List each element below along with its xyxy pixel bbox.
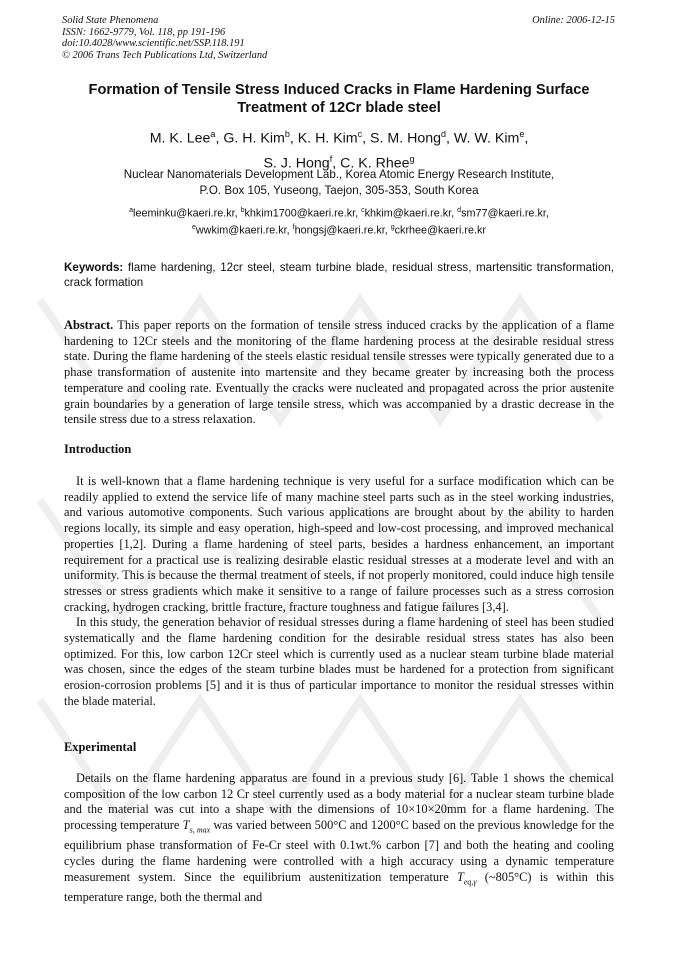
keywords-text: flame hardening, 12cr steel, steam turbine blade, residual stress, martensitic transformation, crack formation [64, 261, 614, 289]
online-date: Online: 2006-12-15 [532, 15, 615, 26]
email-sup: c [361, 207, 365, 214]
email-list [40, 204, 638, 237]
symbol-ts-max: T [182, 818, 190, 833]
intro-body [64, 474, 614, 710]
symbol-teq-sub: eq,γ [463, 877, 477, 887]
email-link[interactable]: khkim1700@kaeri.re.kr [244, 207, 356, 220]
author-name: M. K. Lee [149, 130, 211, 147]
email-sup: e [191, 223, 196, 231]
email-link[interactable]: wwkim@kaeri.re.kr [195, 224, 287, 237]
author-sup: f [329, 153, 333, 164]
issn-line: ISSN: 1662-9779, Vol. 118, pp 191-196 [62, 26, 226, 38]
email-link[interactable]: hongsj@kaeri.re.kr [294, 224, 385, 237]
abstract-text: This paper reports on the formation of tensile stress induced cracks by the application of a flame hardening to 12Cr steels and the monitoring of the flame hardening process at the desirable residual stress state. During the flame hardening of the steels elastic residual tensile stresses were typically generated due to a phase transformation of austenite into martensite and they became greater by increasing both the process temperature and cooling rate. Eventually the cracks were nucleated and propagated across the prior austenite grain boundaries by a generation of large tensile stress, which was accompanied by a drastic decrease in the tensile stress due to a stress relaxation. [64, 318, 615, 427]
exp-text-c: (~805°C) is within this temperature range, both the thermal and [64, 869, 614, 904]
author-sup: a [210, 129, 216, 139]
title-line-2: Treatment of 12Cr blade steel [237, 99, 441, 116]
abstract [64, 318, 614, 428]
email-sup: a [129, 207, 134, 214]
author-name: S. M. Hong [370, 130, 441, 147]
intro-paragraph-2: In this study, the generation behavior of residual stresses during a flame hardening of steel has been studied systematically and the flame hardening condition for the desirable residual stress states has also been optimized. For this, low carbon 12Cr steel which is currently used as a nuclear steam turbine blade material was chosen, since the edges of the steam turbine blades must be hardened for a protection from significant erosion-corrosion problems [5] and it is thus of particular importance to monitor the residual stresses within the blade material. [64, 615, 614, 708]
author-name: S. J. Hong [263, 155, 330, 172]
keywords [64, 261, 614, 290]
author-sup: e [519, 129, 525, 139]
author-sup: g [409, 153, 415, 164]
email-link[interactable]: leeminku@kaeri.re.kr [133, 207, 235, 220]
intro-paragraph-1: It is well-known that a flame hardening technique is very useful for a surface modification which can be readily applied to extend the service life of many machine steel parts such as in the steel working industries, and various automotive components. Such various applications are brought about by the ability to harden regions locally, its simple and easy operation, high-speed and low-cost processing, and improved mechanical properties [1,2]. During a flame hardening of steel parts, besides a hardness enhancement, an important requirement for a practical use is realizing desirable elastic residual stresses at a moderate level and with an uniformity. This is because the thermal treatment of steels, if not properly monitored, could induce high tensile stresses or stress gradients which make it sensitive to a range of failure processes such as a stress corrosion cracking, hydrogen cracking, brittle fracture, fracture toughness and fatigue failures [3,4]. [64, 474, 614, 614]
email-sup: b [240, 207, 245, 214]
author-name: W. W. Kim [453, 130, 520, 147]
email-sup: f [292, 223, 295, 231]
affiliation [40, 167, 638, 198]
experimental-heading: Experimental [64, 740, 137, 754]
author-line-1: M. K. Lee$^a$, G. H. Kim$^b$, K. H. Kim$^c$, S. M. Hong$^d$, W. W. Kim$^e$, [149, 129, 529, 147]
author-name: C. K. Rhee [340, 155, 410, 172]
abstract-label: Abstract. [64, 318, 114, 332]
author-line-2: S. J. Hong$^f$, C. K. Rhee$^g$ [263, 153, 415, 172]
title-line-1: Formation of Tensile Stress Induced Cracks in Flame Hardening Surface [88, 82, 590, 98]
experimental-body [64, 771, 614, 906]
email-sup: d [457, 207, 462, 214]
author-name: K. H. Kim [297, 130, 358, 147]
author-sup: b [284, 129, 290, 139]
affiliation-line-1: Nuclear Nanomaterials Development Lab., Korea Atomic Energy Research Institute, [123, 168, 555, 181]
copyright-line: © 2006 Trans Tech Publications Ltd, Switzerland [62, 49, 268, 61]
email-sup: g [390, 223, 395, 231]
keywords-label: Keywords: [64, 261, 124, 274]
exp-text-a: Details on the flame hardening apparatus are found in a previous study [6]. Table 1 shows the chemical composition of the low carbon 12 Cr steel currently used as a body material for a nuclear steam turbine blade and the material was cut into a shape with the dimensions of 10×10×20mm for a flame hardening. The processing temperature [64, 771, 614, 833]
author-name: G. H. Kim [223, 130, 285, 147]
author-sup: d [441, 129, 447, 139]
exp-text-b: was varied between 500°C and 1200°C based on the previous knowledge for the equilibrium phase transformation of Fe-Cr steel with 0.1wt.% carbon [7] and both the heating and cooling cycles during the flame hardening were controlled with a high accuracy using a dynamic temperature measurement system. Since the equilibrium austenitization temperature [64, 818, 614, 884]
experimental-paragraph-1 [64, 771, 614, 906]
email-link[interactable]: sm77@kaeri.re.kr [461, 207, 546, 220]
email-link[interactable]: ckrhee@kaeri.re.kr [394, 224, 487, 237]
email-line-1: $^a$leeminku@kaeri.re.kr, $^b$khkim1700@kaeri.re.kr, $^c$khkim@kaeri.re.kr, $^d$sm77@kaeri.re.kr, [129, 207, 549, 220]
symbol-ts-max-sub: s, max [189, 825, 211, 835]
email-link[interactable]: khkim@kaeri.re.kr [364, 207, 452, 220]
symbol-teq: T [456, 869, 464, 884]
affiliation-line-2: P.O. Box 105, Yuseong, Taejon, 305-353, South Korea [199, 183, 479, 197]
doi-line: doi:10.4028/www.scientific.net/SSP.118.191 [62, 38, 245, 49]
intro-heading: Introduction [64, 442, 132, 456]
email-line-2: $^e$wwkim@kaeri.re.kr, $^f$hongsj@kaeri.re.kr, $^g$ckrhee@kaeri.re.kr [191, 223, 487, 237]
paper-title [40, 82, 638, 117]
journal-name: Solid State Phenomena [62, 15, 159, 26]
author-sup: c [357, 129, 363, 139]
journal-header [62, 15, 267, 61]
